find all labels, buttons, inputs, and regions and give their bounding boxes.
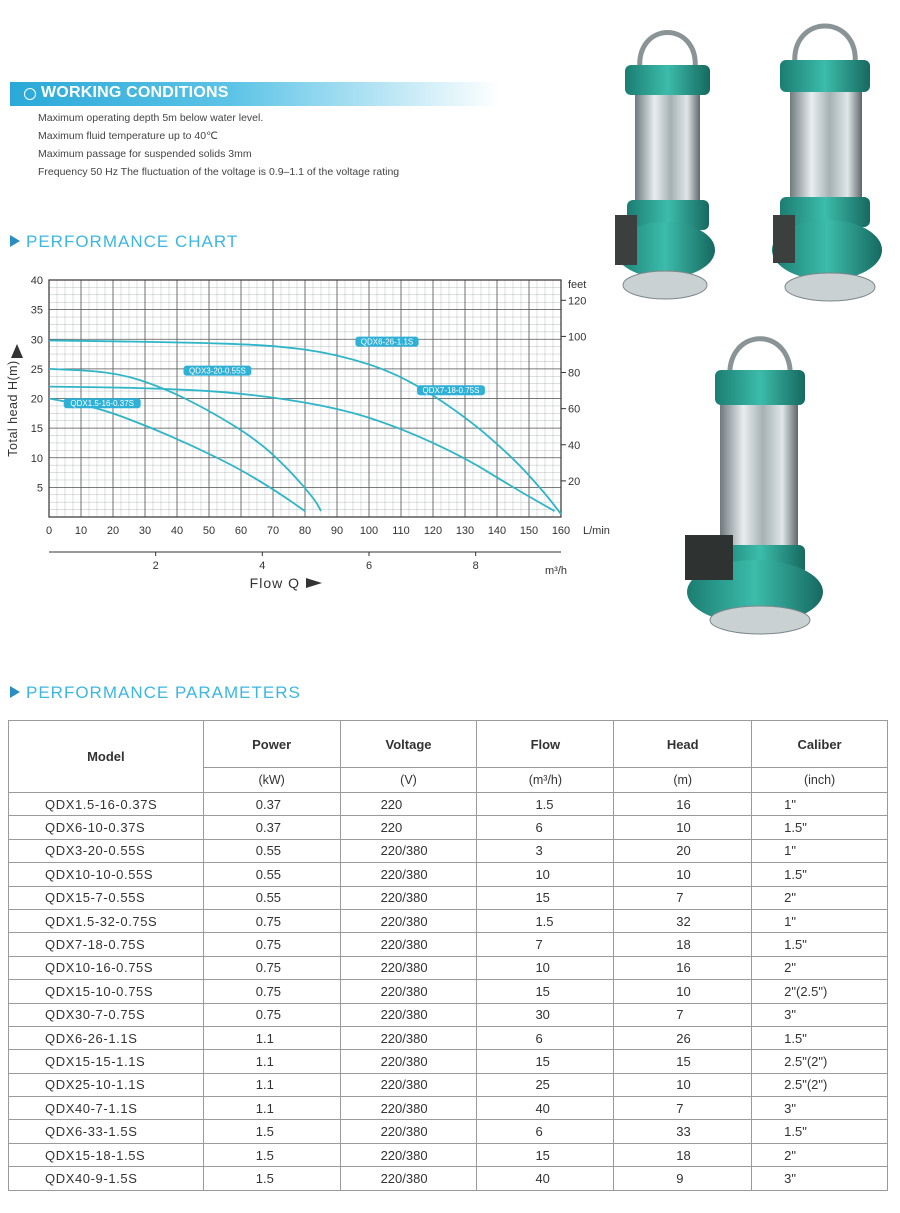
- x-tick-label: 120: [423, 525, 443, 537]
- unit-head: (m): [614, 768, 752, 793]
- cell-voltage: 220/380: [340, 1003, 477, 1026]
- x-unit-label: L/min: [583, 525, 610, 537]
- cell-flow: 1.5: [477, 793, 614, 816]
- cell-power: 0.37: [203, 816, 340, 839]
- cell-head: 20: [614, 839, 752, 862]
- cell-model: QDX40-9-1.5S: [9, 1167, 204, 1190]
- working-conditions-title: WORKING CONDITIONS: [41, 84, 229, 101]
- condition-line: Maximum fluid temperature up to 40℃: [38, 130, 218, 142]
- cell-voltage: 220/380: [340, 1073, 477, 1096]
- cell-caliber: 1.5": [752, 1120, 888, 1143]
- cell-caliber: 3": [752, 1097, 888, 1120]
- cell-head: 16: [614, 793, 752, 816]
- x-tick-label: 30: [138, 525, 152, 537]
- x-tick-label: 60: [234, 525, 248, 537]
- table-row: [9, 886, 888, 909]
- cell-model: QDX1.5-16-0.37S: [9, 793, 204, 816]
- x-tick-label: 50: [202, 525, 216, 537]
- table-row: [9, 863, 888, 886]
- cell-head: 7: [614, 1003, 752, 1026]
- y2-tick-label: 100: [568, 331, 587, 344]
- x-tick-label: 130: [455, 525, 475, 537]
- arrow-right-icon: [306, 578, 322, 588]
- cell-power: 1.5: [203, 1120, 340, 1143]
- cell-power: 0.37: [203, 793, 340, 816]
- y-tick-label: 35: [30, 304, 43, 317]
- series-label: QDX3-20-0.55S: [188, 366, 246, 376]
- x-tick-label: 80: [298, 525, 312, 537]
- cell-power: 1.5: [203, 1167, 340, 1190]
- x2-tick-label: 8: [472, 560, 479, 572]
- cell-model: QDX25-10-1.1S: [9, 1073, 204, 1096]
- x-tick-label: 140: [487, 525, 507, 537]
- cell-flow: 30: [477, 1003, 614, 1026]
- cell-caliber: 1.5": [752, 1026, 888, 1049]
- cell-caliber: 1.5": [752, 933, 888, 956]
- table-row: [9, 816, 888, 839]
- column-header-head: Head: [614, 721, 752, 768]
- cell-caliber: 1": [752, 839, 888, 862]
- y-tick-label: 20: [30, 393, 43, 406]
- working-conditions-banner: [10, 82, 500, 106]
- performance-chart: [0, 265, 610, 595]
- cell-caliber: 2": [752, 886, 888, 909]
- cell-head: 32: [614, 909, 752, 932]
- cell-model: QDX15-15-1.1S: [9, 1050, 204, 1073]
- cell-power: 1.5: [203, 1143, 340, 1166]
- cell-power: 1.1: [203, 1073, 340, 1096]
- cell-head: 15: [614, 1050, 752, 1073]
- pump-image: [680, 330, 830, 640]
- cell-flow: 15: [477, 886, 614, 909]
- cell-voltage: 220/380: [340, 933, 477, 956]
- cell-model: QDX15-18-1.5S: [9, 1143, 204, 1166]
- table-row: [9, 1167, 888, 1190]
- x2-tick-label: 2: [152, 560, 159, 572]
- y2-axis-label: feet: [568, 279, 587, 291]
- column-header-model: Model: [9, 721, 204, 793]
- cell-power: 1.1: [203, 1026, 340, 1049]
- cell-head: 16: [614, 956, 752, 979]
- cell-voltage: 220/380: [340, 1026, 477, 1049]
- cell-caliber: 2.5"(2"): [752, 1073, 888, 1096]
- performance-parameters-title: PERFORMANCE PARAMETERS: [26, 683, 301, 702]
- triangle-bullet-icon: [10, 686, 20, 698]
- cell-power: 0.75: [203, 909, 340, 932]
- y-tick-label: 10: [30, 452, 43, 465]
- table-row: [9, 933, 888, 956]
- x-axis-label: Flow Q: [249, 575, 300, 591]
- cell-caliber: 2"(2.5"): [752, 980, 888, 1003]
- x-tick-label: 110: [392, 525, 410, 537]
- cell-model: QDX10-10-0.55S: [9, 863, 204, 886]
- cell-power: 0.55: [203, 863, 340, 886]
- column-header-caliber: Caliber: [752, 721, 888, 768]
- cell-voltage: 220: [340, 793, 477, 816]
- cell-voltage: 220/380: [340, 909, 477, 932]
- cell-head: 10: [614, 980, 752, 1003]
- cell-head: 33: [614, 1120, 752, 1143]
- table-row: [9, 793, 888, 816]
- cell-power: 0.55: [203, 839, 340, 862]
- cell-power: 0.55: [203, 886, 340, 909]
- cell-flow: 40: [477, 1097, 614, 1120]
- column-header-flow: Flow: [477, 721, 614, 768]
- cell-power: 1.1: [203, 1050, 340, 1073]
- cell-head: 7: [614, 1097, 752, 1120]
- column-header-voltage: Voltage: [340, 721, 477, 768]
- cell-flow: 15: [477, 1050, 614, 1073]
- performance-parameters-table: [8, 720, 888, 1191]
- cell-caliber: 2": [752, 956, 888, 979]
- x-tick-label: 150: [519, 525, 539, 537]
- cell-voltage: 220/380: [340, 886, 477, 909]
- cell-voltage: 220/380: [340, 863, 477, 886]
- unit-caliber: (inch): [752, 768, 888, 793]
- series-label: QDX6-26-1.1S: [360, 337, 414, 347]
- x-tick-label: 100: [359, 525, 379, 537]
- pump-image: [605, 10, 735, 310]
- cell-model: QDX10-16-0.75S: [9, 956, 204, 979]
- table-row: [9, 909, 888, 932]
- cell-head: 10: [614, 863, 752, 886]
- y2-tick-label: 60: [568, 403, 581, 416]
- table-row: [9, 1003, 888, 1026]
- cell-power: 0.75: [203, 956, 340, 979]
- series-label: QDX1.5-16-0.37S: [70, 399, 134, 409]
- table-row: [9, 1073, 888, 1096]
- cell-model: QDX15-10-0.75S: [9, 980, 204, 1003]
- condition-line: Frequency 50 Hz The fluctuation of the voltage is 0.9–1.1 of the voltage rating: [38, 166, 400, 178]
- condition-line: Maximum passage for suspended solids 3mm: [38, 148, 252, 160]
- series-label: QDX7-18-0.75S: [422, 386, 480, 396]
- cell-head: 7: [614, 886, 752, 909]
- cell-model: QDX30-7-0.75S: [9, 1003, 204, 1026]
- table-row: [9, 1120, 888, 1143]
- circle-icon: [24, 88, 36, 100]
- cell-model: QDX6-10-0.37S: [9, 816, 204, 839]
- cell-caliber: 1.5": [752, 816, 888, 839]
- cell-voltage: 220/380: [340, 1143, 477, 1166]
- cell-voltage: 220/380: [340, 1050, 477, 1073]
- cell-head: 18: [614, 1143, 752, 1166]
- x-tick-label: 20: [106, 525, 120, 537]
- table-header-row: [9, 721, 888, 768]
- working-conditions-list: [38, 109, 399, 181]
- cell-flow: 1.5: [477, 909, 614, 932]
- cell-caliber: 2.5"(2"): [752, 1050, 888, 1073]
- x2-tick-label: 4: [259, 560, 266, 572]
- unit-power: (kW): [203, 768, 340, 793]
- cell-model: QDX1.5-32-0.75S: [9, 909, 204, 932]
- cell-flow: 3: [477, 839, 614, 862]
- cell-model: QDX6-26-1.1S: [9, 1026, 204, 1049]
- cell-caliber: 1": [752, 909, 888, 932]
- y2-tick-label: 80: [568, 367, 581, 380]
- cell-model: QDX7-18-0.75S: [9, 933, 204, 956]
- unit-flow: (m³/h): [477, 768, 614, 793]
- y2-tick-label: 120: [568, 295, 587, 308]
- column-header-power: Power: [203, 721, 340, 768]
- cell-flow: 25: [477, 1073, 614, 1096]
- cell-voltage: 220: [340, 816, 477, 839]
- cell-head: 10: [614, 816, 752, 839]
- cell-caliber: 3": [752, 1167, 888, 1190]
- cell-model: QDX3-20-0.55S: [9, 839, 204, 862]
- cell-flow: 10: [477, 956, 614, 979]
- cell-flow: 10: [477, 863, 614, 886]
- cell-power: 1.1: [203, 1097, 340, 1120]
- cell-flow: 15: [477, 1143, 614, 1166]
- cell-voltage: 220/380: [340, 1167, 477, 1190]
- cell-model: QDX6-33-1.5S: [9, 1120, 204, 1143]
- triangle-bullet-icon: [10, 235, 20, 247]
- y-axis-label: Total head H(m): [6, 360, 20, 457]
- x2-unit-label: m³/h: [545, 565, 567, 577]
- x-tick-label: 160: [551, 525, 571, 537]
- cell-voltage: 220/380: [340, 1097, 477, 1120]
- cell-caliber: 2": [752, 1143, 888, 1166]
- performance-chart-heading: [10, 232, 238, 252]
- cell-head: 9: [614, 1167, 752, 1190]
- cell-power: 0.75: [203, 1003, 340, 1026]
- x-tick-label: 90: [330, 525, 344, 537]
- cell-model: QDX40-7-1.1S: [9, 1097, 204, 1120]
- condition-line: Maximum operating depth 5m below water level.: [38, 112, 264, 124]
- y2-tick-label: 20: [568, 475, 581, 488]
- table-row: [9, 1143, 888, 1166]
- unit-voltage: (V): [340, 768, 477, 793]
- y-tick-label: 25: [30, 363, 43, 376]
- cell-voltage: 220/380: [340, 839, 477, 862]
- cell-head: 18: [614, 933, 752, 956]
- cell-caliber: 1": [752, 793, 888, 816]
- x-tick-label: 40: [170, 525, 184, 537]
- x2-tick-label: 6: [365, 560, 373, 572]
- y-tick-label: 30: [30, 334, 43, 347]
- table-row: [9, 839, 888, 862]
- y-tick-label: 5: [36, 482, 43, 495]
- cell-voltage: 220/380: [340, 980, 477, 1003]
- x-tick-label: 70: [266, 525, 280, 537]
- cell-head: 26: [614, 1026, 752, 1049]
- pump-image: [765, 5, 890, 305]
- performance-chart-title: PERFORMANCE CHART: [26, 232, 239, 251]
- cell-flow: 15: [477, 980, 614, 1003]
- table-row: [9, 956, 888, 979]
- y-tick-label: 40: [30, 275, 43, 287]
- table-row: [9, 1097, 888, 1120]
- cell-power: 0.75: [203, 980, 340, 1003]
- x-tick-label: 0: [45, 525, 53, 537]
- cell-flow: 6: [477, 1026, 614, 1049]
- cell-head: 10: [614, 1073, 752, 1096]
- y2-tick-label: 40: [568, 439, 581, 452]
- cell-voltage: 220/380: [340, 956, 477, 979]
- x-tick-label: 10: [74, 525, 88, 537]
- cell-caliber: 1.5": [752, 863, 888, 886]
- table-row: [9, 1026, 888, 1049]
- cell-flow: 6: [477, 1120, 614, 1143]
- cell-flow: 7: [477, 933, 614, 956]
- arrow-up-icon: [11, 344, 23, 358]
- cell-flow: 6: [477, 816, 614, 839]
- cell-model: QDX15-7-0.55S: [9, 886, 204, 909]
- table-row: [9, 1050, 888, 1073]
- cell-voltage: 220/380: [340, 1120, 477, 1143]
- performance-parameters-heading: [10, 683, 301, 703]
- cell-caliber: 3": [752, 1003, 888, 1026]
- cell-power: 0.75: [203, 933, 340, 956]
- y-tick-label: 15: [30, 423, 43, 436]
- table-row: [9, 980, 888, 1003]
- cell-flow: 40: [477, 1167, 614, 1190]
